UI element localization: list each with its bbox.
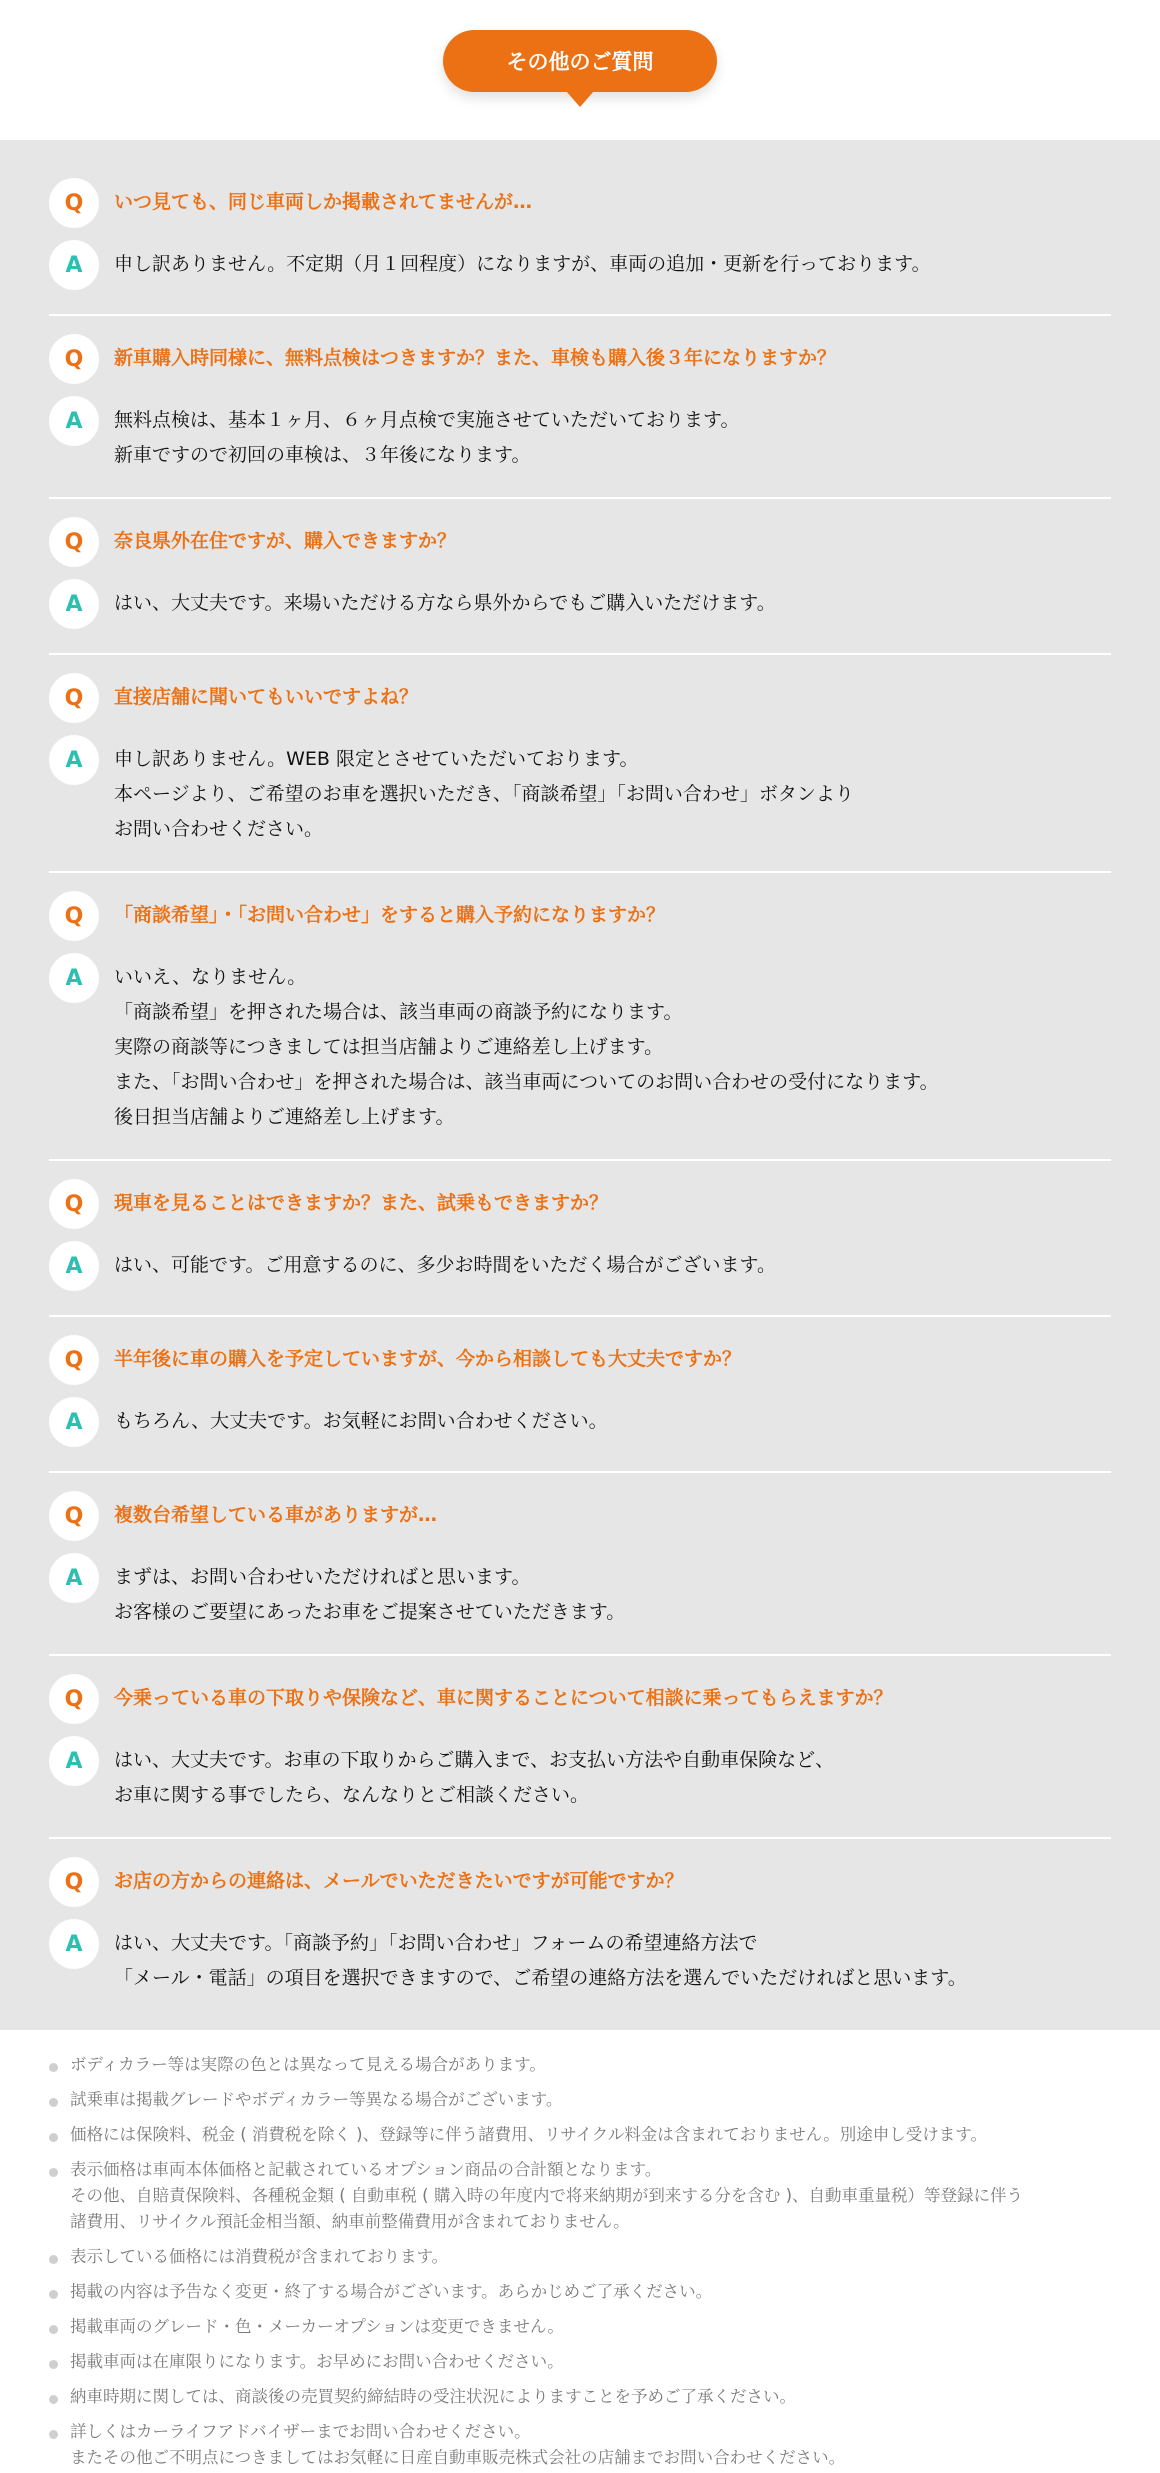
- answer-text: [114, 1397, 608, 1439]
- answer-badge-icon: A: [49, 396, 99, 446]
- answer-line: はい、可能です。ご用意するのに、多少お時間をいただく場合がございます。: [114, 1254, 776, 1276]
- answer-badge-icon: A: [49, 1397, 99, 1447]
- answer-line: 本ページより、ご希望のお車を選択いただき、「商談希望」「お問い合わせ」ボタンより: [114, 783, 854, 805]
- answer-line: お問い合わせください。: [114, 818, 324, 840]
- question-badge-icon: Q: [49, 673, 99, 723]
- question-text: いつ見ても、同じ車両しか掲載されてませんが…: [114, 191, 533, 213]
- faq-item: [49, 499, 1111, 655]
- question-badge-icon: Q: [49, 1857, 99, 1907]
- answer-row: [49, 953, 1111, 1135]
- question-text: 新車購入時同様に、無料点検はつきますか？また、車検も購入後３年になりますか？: [114, 347, 837, 369]
- note-item: [49, 2279, 1111, 2305]
- note-item: [49, 2052, 1111, 2078]
- question-text: 奈良県外在住ですが、購入できますか？: [114, 530, 457, 552]
- faq-item: [49, 316, 1111, 499]
- answer-line: もちろん、大丈夫です。お気軽にお問い合わせください。: [114, 1410, 608, 1432]
- answer-line: お客様のご要望にあったお車をご提案させていただきます。: [114, 1601, 626, 1623]
- bullet-icon: [49, 2133, 58, 2142]
- note-text: [70, 2279, 712, 2305]
- note-text: [70, 2244, 448, 2270]
- note-line: 掲載車両のグレード・色・メーカーオプションは変更できません。: [70, 2317, 564, 2336]
- question-text: 今乗っている車の下取りや保険など、車に関することについて相談に乗ってもらえますか？: [114, 1687, 893, 1709]
- note-text: [70, 2122, 987, 2148]
- question-badge-icon: Q: [49, 334, 99, 384]
- faq-item: [49, 1317, 1111, 1473]
- note-line: 詳しくはカーライフアドバイザーまでお問い合わせください。: [70, 2422, 531, 2441]
- bullet-icon: [49, 2430, 58, 2439]
- faq-item: [49, 655, 1111, 873]
- answer-badge-icon: A: [49, 240, 99, 290]
- answer-line: また、「お問い合わせ」を押された場合は、該当車両についてのお問い合わせの受付になります。: [114, 1071, 939, 1093]
- note-line: 納車時期に関しては、商談後の売買契約締結時の受注状況によりますことを予めご了承ください。: [70, 2387, 796, 2406]
- question-row: [49, 1857, 1111, 1907]
- note-item: [49, 2314, 1111, 2340]
- question-badge-icon: Q: [49, 1179, 99, 1229]
- note-text: [70, 2384, 796, 2410]
- answer-text: [114, 240, 931, 282]
- answer-row: [49, 579, 1111, 629]
- answer-badge-icon: A: [49, 1241, 99, 1291]
- answer-line: 申し訳ありません。WEB 限定とさせていただいております。: [114, 748, 639, 770]
- question-badge-icon: Q: [49, 178, 99, 228]
- question-badge-icon: Q: [49, 1335, 99, 1385]
- question-badge-icon: Q: [49, 891, 99, 941]
- question-text: 直接店舗に聞いてもいいですよね？: [114, 686, 419, 708]
- question-row: [49, 1491, 1111, 1541]
- faq-item: [49, 1839, 1111, 2020]
- faq-item: [49, 1473, 1111, 1656]
- note-item: [49, 2419, 1111, 2471]
- header: [0, 0, 1160, 140]
- answer-line: はい、大丈夫です。お車の下取りからご購入まで、お支払い方法や自動車保険など、: [114, 1749, 835, 1771]
- faq-item: [49, 873, 1111, 1161]
- question-text: 「商談希望」・「お問い合わせ」をすると購入予約になりますか？: [114, 904, 666, 926]
- bullet-icon: [49, 2255, 58, 2264]
- note-item: [49, 2122, 1111, 2148]
- answer-line: 後日担当店舗よりご連絡差し上げます。: [114, 1106, 455, 1128]
- note-line: 掲載の内容は予告なく変更・終了する場合がございます。あらかじめご了承ください。: [70, 2282, 713, 2301]
- question-row: [49, 178, 1111, 228]
- section-title: その他のご質問: [443, 30, 717, 92]
- answer-text: [114, 1553, 625, 1630]
- faq-item: [49, 178, 1111, 316]
- note-text: [70, 2419, 845, 2471]
- question-row: [49, 1179, 1111, 1229]
- answer-badge-icon: A: [49, 953, 99, 1003]
- answer-badge-icon: A: [49, 1919, 99, 1969]
- note-item: [49, 2087, 1111, 2113]
- question-row: [49, 517, 1111, 567]
- answer-text: [114, 579, 776, 621]
- note-line: またその他ご不明点につきましてはお気軽に日産自動車販売株式会社の店舗までお問い合わせください。: [70, 2448, 846, 2467]
- note-line: 試乗車は掲載グレードやボディカラー等異なる場合がございます。: [70, 2090, 563, 2109]
- answer-text: [114, 1736, 834, 1813]
- faq-item: [49, 1656, 1111, 1839]
- answer-line: 新車ですので初回の車検は、３年後になります。: [114, 444, 531, 466]
- note-text: [70, 2087, 562, 2113]
- bullet-icon: [49, 2360, 58, 2369]
- answer-badge-icon: A: [49, 1736, 99, 1786]
- note-item: [49, 2157, 1111, 2235]
- answer-text: [114, 735, 854, 847]
- faq-item: [49, 1161, 1111, 1317]
- answer-row: [49, 240, 1111, 290]
- note-text: [70, 2052, 546, 2078]
- note-line: 諸費用、リサイクル預託金相当額、納車前整備費用が含まれておりません。: [70, 2212, 630, 2231]
- note-item: [49, 2384, 1111, 2410]
- notes-list: [0, 2030, 1160, 2473]
- note-line: 掲載車両は在庫限りになります。お早めにお問い合わせください。: [70, 2352, 564, 2371]
- bullet-icon: [49, 2325, 58, 2334]
- question-row: [49, 891, 1111, 941]
- question-row: [49, 334, 1111, 384]
- question-text: お店の方からの連絡は、メールでいただきたいですが可能ですか？: [114, 1870, 684, 1892]
- note-line: ボディカラー等は実際の色とは異なって見える場合があります。: [70, 2055, 546, 2074]
- question-text: 現車を見ることはできますか？また、試乗もできますか？: [114, 1192, 609, 1214]
- note-line: 価格には保険料、税金 ( 消費税を除く )、登録等に伴う諸費用、リサイクル料金は含まれておりません。別途申し受けます。: [70, 2125, 987, 2144]
- question-badge-icon: Q: [49, 517, 99, 567]
- answer-row: [49, 1919, 1111, 1996]
- answer-line: はい、大丈夫です。「商談予約」「お問い合わせ」フォームの希望連絡方法で: [114, 1932, 758, 1954]
- bullet-icon: [49, 2098, 58, 2107]
- bullet-icon: [49, 2290, 58, 2299]
- note-line: 表示している価格には消費税が含まれております。: [70, 2247, 449, 2266]
- question-row: [49, 1335, 1111, 1385]
- bullet-icon: [49, 2168, 58, 2177]
- answer-row: [49, 396, 1111, 473]
- answer-line: まずは、お問い合わせいただければと思います。: [114, 1566, 531, 1588]
- question-row: [49, 673, 1111, 723]
- answer-text: [114, 396, 739, 473]
- note-text: [70, 2157, 1023, 2235]
- answer-row: [49, 1736, 1111, 1813]
- answer-text: [114, 1919, 967, 1996]
- answer-line: 無料点検は、基本１ヶ月、６ヶ月点検で実施させていただいております。: [114, 409, 740, 431]
- answer-text: [114, 1241, 776, 1283]
- note-line: 表示価格は車両本体価格と記載されているオプション商品の合計額となります。: [70, 2160, 662, 2179]
- question-row: [49, 1674, 1111, 1724]
- question-badge-icon: Q: [49, 1674, 99, 1724]
- question-text: 半年後に車の購入を予定していますが、今から相談しても大丈夫ですか？: [114, 1348, 742, 1370]
- answer-line: 「商談希望」を押された場合は、該当車両の商談予約になります。: [114, 1001, 683, 1023]
- answer-row: [49, 1553, 1111, 1630]
- answer-line: はい、大丈夫です。来場いただける方なら県外からでもご購入いただけます。: [114, 592, 776, 614]
- note-item: [49, 2244, 1111, 2270]
- answer-badge-icon: A: [49, 1553, 99, 1603]
- note-item: [49, 2349, 1111, 2375]
- bullet-icon: [49, 2395, 58, 2404]
- answer-badge-icon: A: [49, 579, 99, 629]
- answer-line: お車に関する事でしたら、なんなりとご相談ください。: [114, 1784, 590, 1806]
- answer-row: [49, 735, 1111, 847]
- answer-line: 申し訳ありません。不定期（月１回程度）になりますが、車両の追加・更新を行っております。: [114, 253, 931, 275]
- answer-text: [114, 953, 939, 1135]
- answer-line: 実際の商談等につきましては担当店舗よりご連絡差し上げます。: [114, 1036, 664, 1058]
- answer-badge-icon: A: [49, 735, 99, 785]
- faq-list: [0, 140, 1160, 2030]
- note-text: [70, 2349, 564, 2375]
- answer-line: 「メール・電話」の項目を選択できますので、ご希望の連絡方法を選んでいただければと思います。: [114, 1967, 967, 1989]
- note-line: その他、自賠責保険料、各種税金類 ( 自動車税 ( 購入時の年度内で将来納期が到来する分を含む )、自動車重量税）等登録に伴う: [70, 2186, 1024, 2205]
- answer-row: [49, 1397, 1111, 1447]
- answer-row: [49, 1241, 1111, 1291]
- question-badge-icon: Q: [49, 1491, 99, 1541]
- note-text: [70, 2314, 564, 2340]
- answer-line: いいえ、なりません。: [114, 966, 307, 988]
- question-text: 複数台希望している車がありますが…: [114, 1504, 438, 1526]
- bullet-icon: [49, 2063, 58, 2072]
